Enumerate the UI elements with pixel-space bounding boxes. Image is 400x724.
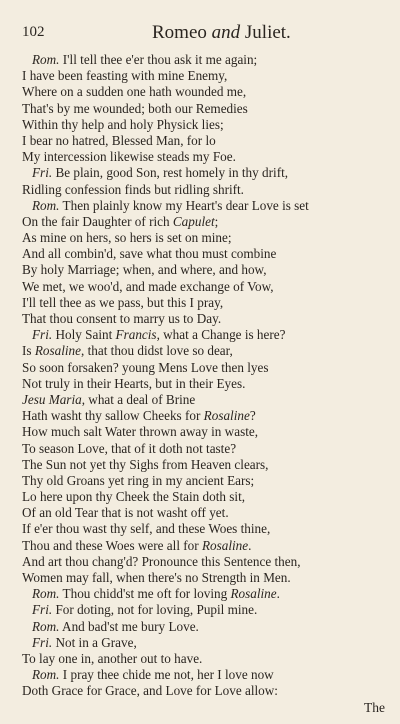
text-segment: My intercession likewise steads my Foe. <box>22 149 236 165</box>
text-line <box>22 554 372 570</box>
text-segment: Then plainly know my Heart's dear Love is set <box>59 197 309 213</box>
text-segment: Thou and these Woes were all for <box>22 537 202 553</box>
running-title <box>152 22 291 44</box>
title-and: and <box>211 22 241 43</box>
text-segment: I bear no hatred, Blessed Man, for lo <box>22 132 216 148</box>
text-segment: Of an old Tear that is not washt off yet. <box>22 505 229 521</box>
text-line <box>22 311 372 327</box>
catchword: The <box>364 700 385 715</box>
italic-segment: Fri. <box>32 327 53 343</box>
text-line <box>22 182 372 198</box>
text-line <box>22 489 372 505</box>
text-line <box>22 651 372 667</box>
text-segment: Within thy help and holy Physick lies; <box>22 116 224 132</box>
text-segment: To lay one in, another out to have. <box>22 650 203 666</box>
text-line <box>22 635 372 651</box>
italic-segment: Rom. <box>32 618 60 634</box>
italic-segment: Francis <box>115 327 157 343</box>
text-line <box>22 424 372 440</box>
text-segment: On the fair Daughter of rich <box>22 213 173 229</box>
italic-segment: Jesu Maria <box>22 391 82 407</box>
text-segment: For doting, not for loving, Pupil mine. <box>52 602 258 618</box>
text-segment: ; <box>214 213 219 229</box>
text-segment: And all combin'd, save what thou must combine <box>22 246 277 262</box>
text-line <box>22 473 372 489</box>
text-segment: The Sun not yet thy Sighs from Heaven clears, <box>22 456 269 472</box>
text-line <box>22 101 372 117</box>
italic-segment: Rom. <box>32 586 60 602</box>
text-segment: Not in a Grave, <box>52 634 137 650</box>
text-segment: Women may fall, when there's no Strength in Men. <box>22 570 291 585</box>
italic-segment: Rom. <box>32 52 60 67</box>
italic-segment: Rom. <box>32 667 60 683</box>
text-line <box>22 683 372 699</box>
text-segment: Is <box>22 343 35 359</box>
text-line <box>22 149 372 165</box>
text-line <box>22 198 372 214</box>
text-line <box>22 538 372 554</box>
text-segment: Ridling confession finds but ridling shrift. <box>22 181 244 197</box>
text-line <box>22 619 372 635</box>
text-line <box>22 667 372 683</box>
text-segment: I'll tell thee e'er thou ask it me again; <box>59 52 258 67</box>
text-segment: If e'er thou wast thy self, and these Woes thine, <box>22 521 271 537</box>
text-line <box>22 133 372 149</box>
text-segment: Hath washt thy sallow Cheeks for <box>22 408 204 424</box>
text-segment: How much salt Water thrown away in waste, <box>22 424 259 440</box>
italic-segment: Rosaline <box>203 408 250 424</box>
text-segment: To season Love, that of it doth not taste? <box>22 440 237 456</box>
text-line <box>22 408 372 424</box>
text-line <box>22 230 372 246</box>
text-line <box>22 376 372 392</box>
italic-segment: Rosaline <box>201 537 249 553</box>
text-segment: . <box>276 586 280 602</box>
text-segment: , that thou didst love so dear, <box>80 343 233 359</box>
text-line <box>22 392 372 408</box>
text-segment: Holy Saint <box>52 327 116 343</box>
text-segment: Thy old Groans yet ring in my ancient Ears; <box>22 472 255 488</box>
text-segment: And art thou chang'd? Pronounce this Sentence then, <box>22 553 301 569</box>
text-segment: ? <box>249 408 256 424</box>
text-line <box>22 360 372 376</box>
text-line <box>22 602 372 618</box>
italic-segment: Fri. <box>32 602 53 618</box>
page-number: 102 <box>22 24 45 40</box>
text-segment: Not truly in their Hearts, but in their Eyes. <box>22 375 246 391</box>
text-line <box>22 279 372 295</box>
italic-segment: Capulet <box>172 213 215 229</box>
text-line <box>22 214 372 230</box>
italic-segment: Fri. <box>32 165 53 181</box>
text-segment: I'll tell thee as we pass, but this I pray, <box>22 294 224 310</box>
title-part-a: Romeo <box>152 22 212 43</box>
text-segment: I have been feasting with mine Enemy, <box>22 68 228 84</box>
text-line <box>22 84 372 100</box>
italic-segment: Rosaline <box>230 586 277 602</box>
text-line <box>22 327 372 343</box>
text-segment: Where on a sudden one hath wounded me, <box>22 84 247 100</box>
italic-segment: Fri. <box>32 634 53 650</box>
text-segment: We met, we woo'd, and made exchange of Vow, <box>22 278 274 294</box>
text-line <box>22 570 372 586</box>
text-segment: So soon forsaken? young Mens Love then lyes <box>22 359 269 375</box>
text-line <box>22 262 372 278</box>
text-line <box>22 586 372 602</box>
text-line <box>22 246 372 262</box>
text-segment: . <box>248 537 252 553</box>
text-line <box>22 521 372 537</box>
text-line <box>22 457 372 473</box>
text-segment: Lo here upon thy Cheek the Stain doth sit, <box>22 489 246 505</box>
italic-segment: Rom. <box>32 197 60 213</box>
running-header <box>22 22 360 46</box>
text-segment: , what a deal of Brine <box>81 391 196 407</box>
text-block <box>22 52 372 700</box>
text-line <box>22 343 372 359</box>
text-segment: Thou chidd'st me oft for loving <box>59 586 231 602</box>
text-segment: As mine on hers, so hers is set on mine; <box>22 230 232 246</box>
text-line <box>22 165 372 181</box>
text-segment: , what a Change is here? <box>156 327 286 343</box>
text-line <box>22 295 372 311</box>
title-part-b: Juliet. <box>240 22 291 43</box>
text-segment: That's by me wounded; both our Remedies <box>22 100 248 116</box>
text-segment: I pray thee chide me not, her I love now <box>59 667 274 683</box>
text-line <box>22 441 372 457</box>
text-segment: Doth Grace for Grace, and Love for Love allow: <box>22 683 278 699</box>
italic-segment: Rosaline <box>34 343 81 359</box>
text-line <box>22 52 372 68</box>
text-segment: That thou consent to marry us to Day. <box>22 311 222 326</box>
text-segment: By holy Marriage; when, and where, and how, <box>22 262 267 278</box>
text-line <box>22 117 372 133</box>
text-segment: Be plain, good Son, rest homely in thy drift, <box>52 165 289 181</box>
text-line <box>22 505 372 521</box>
text-line <box>22 68 372 84</box>
text-segment: And bad'st me bury Love. <box>59 618 199 634</box>
